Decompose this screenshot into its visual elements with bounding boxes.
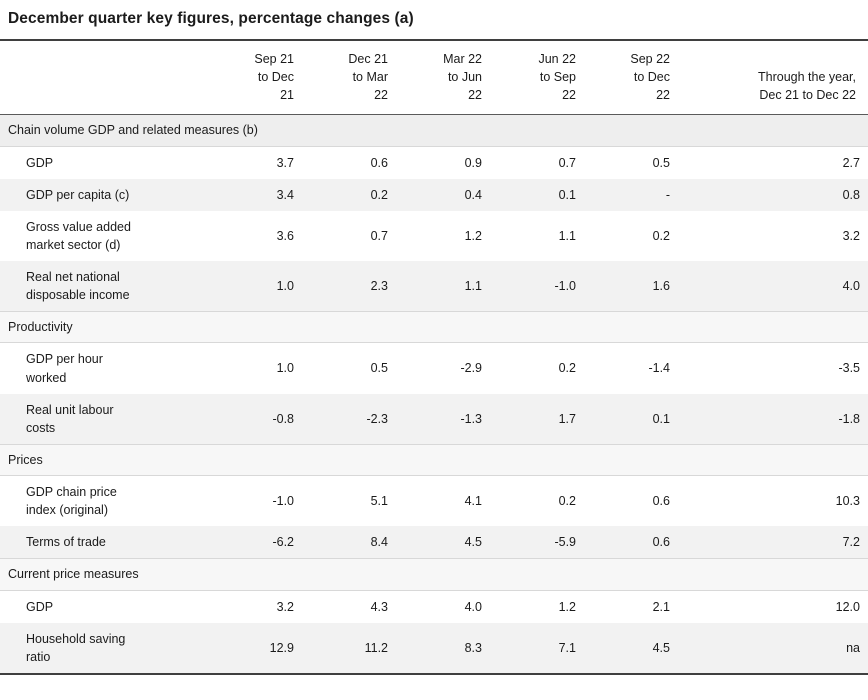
cell-value: 0.6 (588, 526, 682, 559)
cell-value: -6.2 (212, 526, 306, 559)
cell-value: -0.8 (212, 394, 306, 445)
cell-value: 8.3 (400, 623, 494, 674)
table-row (0, 146, 868, 179)
table-row (0, 623, 868, 674)
cell-value: -1.0 (212, 476, 306, 527)
header-line-1: Sep 22 (630, 52, 670, 66)
cell-value: 2.1 (588, 590, 682, 623)
section-heading-productivity: Productivity (0, 312, 868, 343)
header-line-1: Sep 21 (254, 52, 294, 66)
section-heading-row (0, 115, 868, 146)
header-line-1: Jun 22 (538, 52, 576, 66)
table-head (0, 40, 868, 115)
header-line-2: to Jun (447, 70, 482, 85)
cell-value: 4.3 (306, 590, 400, 623)
column-header-mar22-jun22 (400, 40, 494, 115)
cell-value: 12.0 (682, 590, 868, 623)
header-line-1: Mar 22 (443, 52, 482, 66)
cell-value: 4.1 (400, 476, 494, 527)
cell-value: 0.7 (494, 146, 588, 179)
cell-value: 0.2 (306, 179, 400, 211)
cell-value: 0.6 (306, 146, 400, 179)
cell-value: 4.5 (588, 623, 682, 674)
cell-value: 0.9 (400, 146, 494, 179)
cell-value: 2.3 (306, 261, 400, 312)
cell-value: -2.9 (400, 343, 494, 394)
header-line-2: Dec 21 to Dec 22 (759, 88, 856, 103)
cell-value: 0.8 (682, 179, 868, 211)
header-line-2: to Sep (539, 70, 576, 85)
row-label-line-1: Gross value added (26, 219, 131, 234)
cell-value: -2.3 (306, 394, 400, 445)
cell-value: 0.2 (494, 476, 588, 527)
table-row (0, 211, 868, 261)
header-line-3: 22 (562, 88, 576, 103)
cell-value: -5.9 (494, 526, 588, 559)
cell-value: 0.2 (588, 211, 682, 261)
row-label-terms-of-trade: Terms of trade (0, 526, 212, 559)
table-row (0, 343, 868, 394)
column-header-blank (0, 40, 212, 115)
header-line-1: Through the year, (758, 70, 856, 85)
row-label-line-2: worked (26, 370, 67, 385)
row-label-line-1: GDP chain price (26, 485, 117, 499)
cell-value: 4.5 (400, 526, 494, 559)
cell-value: 8.4 (306, 526, 400, 559)
cell-value: 1.2 (494, 590, 588, 623)
cell-value: 4.0 (682, 261, 868, 312)
row-label-gross-value-added-market-sector (0, 211, 212, 261)
cell-value: 1.1 (494, 211, 588, 261)
cell-value: 7.1 (494, 623, 588, 674)
table-row (0, 476, 868, 527)
cell-value: -1.3 (400, 394, 494, 445)
row-label-line-1: GDP per hour (26, 352, 103, 367)
cell-value: 3.7 (212, 146, 306, 179)
cell-value: 1.0 (212, 261, 306, 312)
cell-value: 5.1 (306, 476, 400, 527)
key-figures-table (0, 39, 868, 675)
section-heading-prices: Prices (0, 444, 868, 475)
header-line-3: 22 (656, 88, 670, 103)
section-heading-row (0, 312, 868, 343)
table-row (0, 526, 868, 559)
row-label-line-1: Household saving (26, 631, 126, 646)
cell-value: 0.1 (588, 394, 682, 445)
header-line-2: to Dec (633, 70, 670, 85)
header-line-3: 21 (280, 88, 294, 103)
row-label-line-1: Real net national (26, 270, 120, 284)
section-heading-row (0, 444, 868, 475)
table-row (0, 590, 868, 623)
cell-value: 11.2 (306, 623, 400, 674)
column-header-sep22-dec22 (588, 40, 682, 115)
header-line-2: to Dec (257, 70, 294, 85)
cell-value: 4.0 (400, 590, 494, 623)
cell-value: -3.5 (682, 343, 868, 394)
cell-value: 3.4 (212, 179, 306, 211)
cell-value: - (588, 179, 682, 211)
row-label-gdp-per-hour-worked (0, 343, 212, 394)
cell-value: na (682, 623, 868, 674)
cell-value: 10.3 (682, 476, 868, 527)
row-label-line-2: market sector (d) (26, 237, 121, 252)
row-label-gdp-current-price: GDP (0, 590, 212, 623)
cell-value: 12.9 (212, 623, 306, 674)
cell-value: -1.4 (588, 343, 682, 394)
header-line-1: Dec 21 (348, 52, 388, 66)
section-heading-current-price-measures: Current price measures (0, 559, 868, 590)
cell-value: 0.1 (494, 179, 588, 211)
row-label-gdp: GDP (0, 146, 212, 179)
row-label-line-2: index (original) (26, 503, 108, 518)
table-row (0, 261, 868, 312)
cell-value: 0.5 (306, 343, 400, 394)
row-label-line-2: disposable income (26, 288, 130, 303)
cell-value: -1.0 (494, 261, 588, 312)
table-body (0, 115, 868, 674)
cell-value: 1.2 (400, 211, 494, 261)
section-heading-chain-volume: Chain volume GDP and related measures (b) (0, 115, 868, 146)
row-label-household-saving-ratio (0, 623, 212, 674)
cell-value: 3.6 (212, 211, 306, 261)
row-label-line-1: Real unit labour (26, 402, 114, 417)
column-header-sep21-dec21 (212, 40, 306, 115)
table-row (0, 394, 868, 445)
section-heading-row (0, 559, 868, 590)
table-row (0, 179, 868, 211)
header-line-2: to Mar (352, 70, 388, 85)
row-label-real-net-national-disposable-income (0, 261, 212, 312)
page-title: December quarter key figures, percentage changes (a) (8, 10, 414, 27)
cell-value: 7.2 (682, 526, 868, 559)
row-label-gdp-chain-price-index (0, 476, 212, 527)
cell-value: 1.6 (588, 261, 682, 312)
cell-value: 1.7 (494, 394, 588, 445)
cell-value: 0.7 (306, 211, 400, 261)
cell-value: 3.2 (682, 211, 868, 261)
row-label-line-2: costs (26, 420, 56, 435)
cell-value: 3.2 (212, 590, 306, 623)
row-label-line-2: ratio (26, 649, 51, 664)
row-label-real-unit-labour-costs (0, 394, 212, 445)
header-line-3: 22 (468, 88, 482, 103)
cell-value: 0.2 (494, 343, 588, 394)
cell-value: 0.4 (400, 179, 494, 211)
cell-value: 0.6 (588, 476, 682, 527)
cell-value: 0.5 (588, 146, 682, 179)
header-line-3: 22 (374, 88, 388, 103)
column-header-through-the-year (682, 40, 868, 115)
cell-value: 1.0 (212, 343, 306, 394)
cell-value: -1.8 (682, 394, 868, 445)
cell-value: 2.7 (682, 146, 868, 179)
cell-value: 1.1 (400, 261, 494, 312)
column-header-jun22-sep22 (494, 40, 588, 115)
row-label-gdp-per-capita: GDP per capita (c) (0, 179, 212, 211)
column-header-dec21-mar22 (306, 40, 400, 115)
